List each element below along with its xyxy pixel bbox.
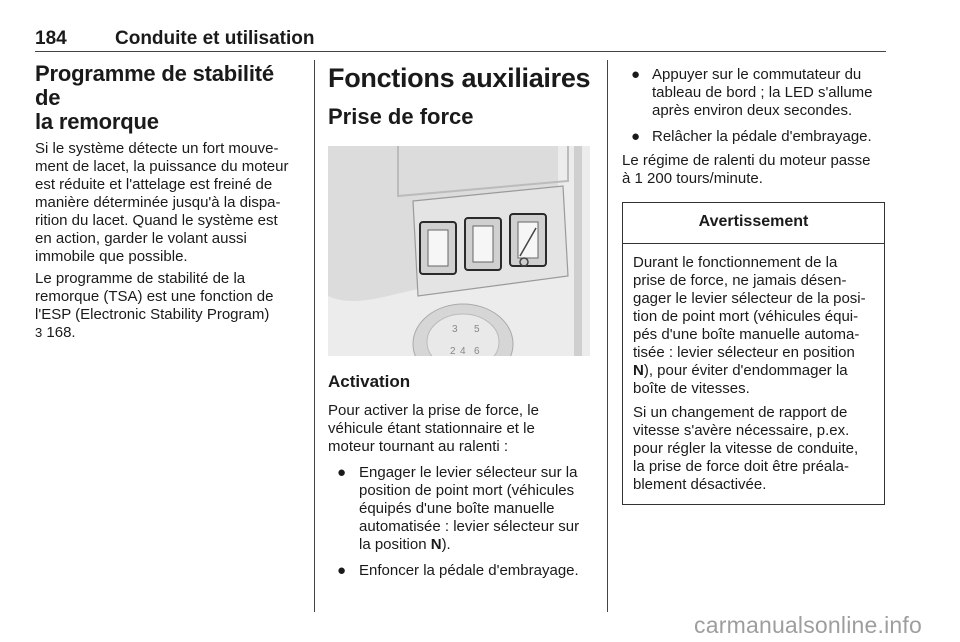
list-item: ● Appuyer sur le commutateur du tableau de bord ; la LED s'allume après environ deux secondes. (631, 66, 873, 119)
page-header (35, 28, 886, 52)
watermark: carmanualsonline.info (694, 612, 922, 638)
gear-label-2: 2 (450, 346, 456, 356)
trailer-stability-heading: Programme de stabilité de la remorque (35, 61, 274, 134)
gear-label-4: 4 (460, 346, 466, 356)
gear-label-6: 6 (474, 346, 480, 356)
activation-steps-list (328, 464, 593, 580)
list-item: ● Enfoncer la pédale d'embrayage. (337, 562, 579, 579)
column-divider-right (607, 60, 608, 612)
neutral-position-label: N (633, 362, 644, 379)
power-take-off-illustration (328, 146, 590, 356)
auxiliary-functions-heading: Fonctions auxiliaires (328, 63, 591, 93)
bullet-icon: ● (337, 562, 347, 579)
chapter-title: Conduite et utilisation (115, 28, 315, 49)
column-auxiliary-functions (328, 62, 593, 588)
column-trailer-stability (35, 62, 305, 342)
activation-steps-continued-list (622, 66, 887, 146)
list-item: ● Relâcher la pédale d'embrayage. (631, 128, 872, 145)
neutral-position-label: N (430, 536, 442, 553)
warning-body (623, 244, 884, 504)
warning-box (622, 202, 885, 505)
bullet-icon: ● (631, 128, 641, 145)
activation-intro: Pour activer la prise de force, le véhicule étant stationnaire et le moteur tournant au ralenti : (328, 402, 539, 455)
dashboard-switch-panel-illustration (328, 146, 590, 356)
page-reference-arrow-icon: 3 (35, 325, 43, 340)
gear-label-5: 5 (474, 324, 480, 335)
column-divider-left (314, 60, 315, 612)
column-activation-continued (622, 58, 887, 505)
page-number: 184 (35, 28, 67, 49)
list-item: ● Engager le levier sélecteur sur la position de point mort (véhicules équipés d'une boîte manuelle automatisée : levier sélecteur sur la position N). (337, 464, 580, 553)
page-reference-link[interactable]: 168. (46, 324, 76, 341)
warning-paragraph-2: Si un changement de rapport de vitesse s'avère nécessaire, p.ex. pour régler la vitesse de conduite, la prise de force doit être préala- blement désactivée. (633, 404, 859, 493)
idle-speed-paragraph: Le régime de ralenti du moteur passe à 1 200 tours/minute. (622, 152, 871, 187)
bullet-icon: ● (337, 464, 347, 481)
bullet-icon: ● (631, 66, 641, 83)
activation-heading: Activation (328, 372, 411, 391)
power-take-off-heading: Prise de force (328, 104, 474, 129)
trailer-stability-paragraph-1: Si le système détecte un fort mouve- ment de lacet, la puissance du moteur est réduite et l'attelage est freiné de manière déterminée jusqu'à la dispa- rition du lacet. Quand le système est en action, garder le volant aussi immobile que possible. (35, 140, 289, 265)
gear-label-3: 3 (452, 324, 458, 335)
warning-paragraph-1: Durant le fonctionnement de la prise de force, ne jamais désen- gager le levier sélecteur de la posi- tion de point mort (véhicules équi- pés d'une boîte manuelle automa- tisée : levier sélecteur en position N), pour éviter d'endommager la boîte de vitesses. (633, 254, 866, 397)
warning-title: Avertissement (623, 203, 884, 244)
trailer-stability-paragraph-2: Le programme de stabilité de la remorque (TSA) est une fonction de l'ESP (Electronic Stability Program) 3 168. (35, 270, 274, 341)
